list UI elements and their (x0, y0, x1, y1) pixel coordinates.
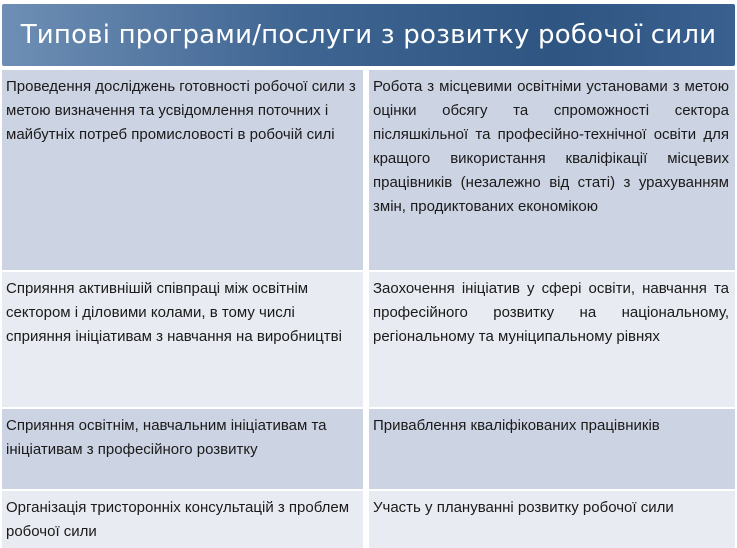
table-row (2, 408, 735, 490)
table-cell-left: Проведення досліджень готовності робочої сили з метою визначення та усвідомлення поточних і майбутніх потреб промисловості в робочій силі (2, 69, 366, 271)
table-cell-right: Участь у плануванні розвитку робочої сили (366, 490, 735, 548)
programs-table (2, 68, 735, 548)
title-bar (2, 4, 735, 66)
table-row (2, 271, 735, 408)
table-row (2, 69, 735, 271)
table-cell-left: Сприяння активнішій співпраці між освітнім сектором і діловими колами, в тому числі сприяння ініціативам з навчання на виробництві (2, 271, 366, 408)
table-row (2, 490, 735, 548)
table-cell-left: Організація тристоронніх консультацій з проблем робочої сили (2, 490, 366, 548)
table-cell-left: Сприяння освітнім, навчальним ініціативам та ініціативам з професійного розвитку (2, 408, 366, 490)
table-cell-right: Робота з місцевими освітніми установами з метою оцінки обсягу та спроможності сектора післяшкільної та професійно-технічної освіти для кращого використання кваліфікації місцевих працівників (незалежно від статі) з урахуванням змін, продиктованих економікою (366, 69, 735, 271)
table-cell-right: Заохочення ініціатив у сфері освіти, навчання та професійного розвитку на національному, регіональному та муніципальному рівнях (366, 271, 735, 408)
table-cell-right: Приваблення кваліфікованих працівників (366, 408, 735, 490)
page-title: Типові програми/послуги з розвитку робочої сили (20, 20, 717, 50)
